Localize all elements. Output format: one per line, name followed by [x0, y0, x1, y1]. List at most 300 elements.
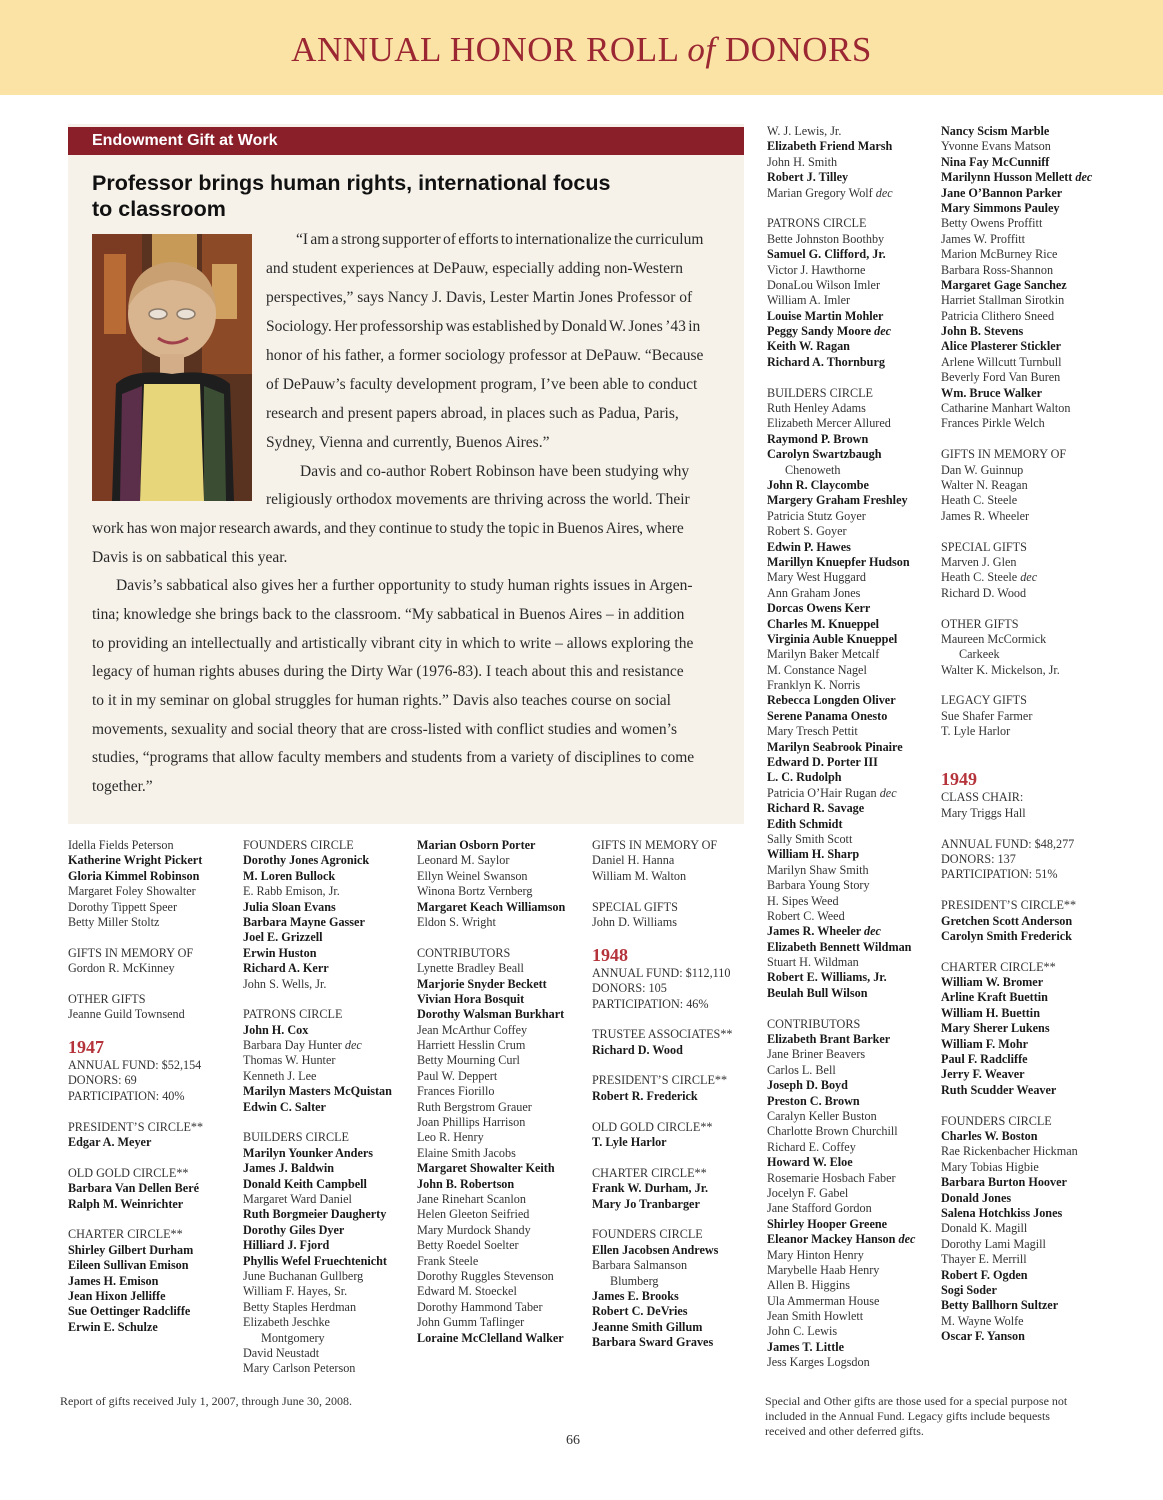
donor-name: Frances Pirkle Welch: [941, 416, 1045, 431]
donor-name: Robert R. Frederick: [592, 1088, 698, 1103]
donor-name: Richard D. Wood: [941, 585, 1027, 600]
donor-name: Gretchen Scott Anderson: [941, 913, 1073, 928]
section-heading: PATRONS CIRCLE: [767, 216, 867, 231]
list-spacer: [68, 977, 203, 992]
report-period-note: Report of gifts received July 1, 2007, through June 30, 2008.: [60, 1394, 352, 1408]
list-spacer: [417, 930, 565, 945]
donor-name: Edwin P. Hawes: [767, 539, 851, 554]
donor-name: William H. Sharp: [767, 847, 860, 862]
donor-name: Robert S. Goyer: [767, 524, 847, 539]
donor-name: Richard E. Coffey: [767, 1139, 856, 1154]
section-heading: LEGACY GIFTS: [941, 693, 1027, 708]
section-heading: PATRONS CIRCLE: [243, 1007, 343, 1022]
story-line: Sociology. Her professorship was established by Donald W. Jones ’43 in: [266, 318, 701, 335]
donor-name: William M. Walton: [592, 868, 687, 883]
page-number: 66: [566, 1433, 580, 1448]
list-spacer: [941, 740, 1092, 755]
section-heading: PARTICIPATION: 51%: [941, 867, 1058, 882]
donor-name: Mary Jo Tranbarger: [592, 1196, 700, 1211]
donor-name: James W. Proffitt: [941, 231, 1026, 246]
donor-name: Louise Martin Mohler: [767, 308, 884, 323]
donor-name: Howard W. Eloe: [767, 1155, 853, 1170]
section-heading: DONORS: 137: [941, 851, 1016, 866]
donor-name: Jane Stafford Gordon: [767, 1201, 872, 1216]
donor-name-continued: Montgomery: [261, 1330, 325, 1345]
donor-name: Lynette Bradley Beall: [417, 961, 524, 976]
donor-name: Keith W. Ragan: [767, 339, 850, 354]
donor-name: Caralyn Keller Buston: [767, 1109, 877, 1123]
list-spacer: [941, 601, 1092, 616]
donor-name: Mary Triggs Hall: [941, 805, 1026, 820]
donor-name: Oscar F. Yanson: [941, 1329, 1025, 1344]
feature-story: [68, 124, 744, 824]
section-heading: SPECIAL GIFTS: [592, 899, 678, 914]
section-heading: DONORS: 69: [68, 1073, 137, 1088]
donor-name: Patricia Stutz Goyer: [767, 508, 866, 523]
donor-name: James R. Wheeler dec: [767, 924, 881, 939]
donor-name: Charles M. Knueppel: [767, 616, 880, 631]
donor-name: Walter K. Mickelson, Jr.: [941, 662, 1060, 677]
donor-name: T. Lyle Harlor: [592, 1135, 667, 1150]
donor-name: Barbara Mayne Gasser: [243, 914, 365, 929]
list-spacer: [68, 1150, 203, 1165]
list-spacer: [941, 821, 1092, 836]
donor-name: Dorothy Lami Magill: [941, 1236, 1046, 1251]
donor-name: Eldon S. Wright: [417, 914, 496, 929]
donor-name: John H. Cox: [243, 1022, 309, 1037]
donor-name: Loraine McClelland Walker: [417, 1330, 564, 1345]
donor-name: Elizabeth Jeschke: [243, 1315, 330, 1330]
donor-name: Barbara Salmanson: [592, 1258, 688, 1273]
story-line: together.”: [92, 778, 153, 795]
donor-name: Dorothy Ruggles Stevenson: [417, 1268, 554, 1283]
donor-name: William W. Bromer: [941, 975, 1044, 990]
donor-name: Marion McBurney Rice: [941, 247, 1058, 262]
donor-name: Thayer E. Merrill: [941, 1252, 1027, 1267]
story-line: honor of his father, a former sociology professor at DePauw. “Because: [266, 347, 704, 364]
donor-column-3: [417, 838, 565, 1346]
story-line: research and present papers abroad, in places such as Padua, Paris,: [266, 405, 679, 422]
donor-name: Ellyn Weinel Swanson: [417, 868, 528, 883]
story-line: and student experiences at DePauw, especially adding non-Western: [266, 260, 683, 277]
donor-name: Barbara Ross-Shannon: [941, 262, 1054, 277]
donor-name: Maureen McCormick: [941, 631, 1047, 646]
donor-name: Beverly Ford Van Buren: [941, 370, 1061, 385]
donor-name: Charlotte Brown Churchill: [767, 1124, 898, 1139]
section-heading: ANNUAL FUND: $52,154: [68, 1058, 202, 1073]
donor-name: Robert E. Williams, Jr.: [767, 970, 887, 985]
donor-name: Sue Shafer Farmer: [941, 708, 1033, 723]
section-heading: SPECIAL GIFTS: [941, 539, 1027, 554]
list-spacer: [592, 1058, 733, 1073]
story-line: Davis and co-author Robert Robinson have been studying why: [300, 463, 690, 480]
list-spacer: [243, 1115, 392, 1130]
donor-name: Phyllis Wefel Fruechtenicht: [243, 1253, 387, 1268]
donor-name: Preston C. Brown: [767, 1093, 860, 1108]
section-heading: CHARTER CIRCLE**: [68, 1227, 183, 1242]
donor-name: Donald Keith Campbell: [243, 1176, 367, 1191]
list-spacer: [592, 1150, 733, 1165]
donor-name: Paul W. Deppert: [417, 1068, 498, 1083]
list-spacer: [592, 1012, 733, 1027]
donor-name: Barbara Young Story: [767, 878, 870, 893]
section-heading: BUILDERS CIRCLE: [243, 1130, 349, 1145]
list-spacer: [68, 930, 203, 945]
donor-name: Dorothy Walsman Burkhart: [417, 1007, 565, 1022]
donor-name: Robert C. Weed: [767, 908, 845, 923]
donor-name: M. Constance Nagel: [767, 662, 867, 677]
donor-name: Mary Murdock Shandy: [417, 1222, 531, 1237]
donor-name: Harriet Stallman Sirotkin: [941, 293, 1065, 308]
donor-name: Idella Fields Peterson: [68, 838, 174, 852]
donor-name: Marilyn Seabrook Pinaire: [767, 739, 903, 754]
donor-name: Dorcas Owens Kerr: [767, 601, 871, 616]
story-line: work has won major research awards, and they continue to study the topic in Buenos Aires, where: [92, 520, 684, 537]
donor-name: Rebecca Longden Oliver: [767, 693, 896, 708]
donor-name: Leonard M. Saylor: [417, 853, 510, 868]
section-heading: PARTICIPATION: 46%: [592, 996, 709, 1011]
story-line: religiously orthodox movements are thriving across the world. Their: [266, 491, 690, 508]
donor-name: Richard R. Savage: [767, 801, 865, 816]
donor-name: Gordon R. McKinney: [68, 961, 175, 976]
donor-name: Beulah Bull Wilson: [767, 985, 868, 1000]
list-spacer: [941, 1098, 1092, 1113]
donor-name: William A. Imler: [767, 293, 851, 308]
donor-name: Franklyn K. Norris: [767, 678, 861, 693]
story-line: to providing an intellectually and artistically vibrant city in which to write – allows exploring the: [92, 635, 694, 652]
feature-tag: Endowment Gift at Work: [68, 127, 744, 155]
list-spacer: [941, 755, 1092, 770]
donor-name: Marian Gregory Wolf dec: [767, 185, 893, 200]
feature-headline: Professor brings human rights, international focus to classroom: [92, 171, 611, 221]
donor-name: Gloria Kimmel Robinson: [68, 868, 200, 883]
donor-name: Daniel H. Hanna: [592, 853, 675, 868]
section-heading: TRUSTEE ASSOCIATES**: [592, 1027, 733, 1042]
gift-definitions-note: Special and Other gifts are those used for a special purpose not included in the Annual Fund. Legacy gifts include bequests received and other deferred gifts.: [765, 1394, 1068, 1438]
donor-name: Erwin E. Schulze: [68, 1319, 158, 1334]
donor-name-continued: Carkeek: [959, 647, 1000, 662]
donor-name: Betty Miller Stoltz: [68, 914, 160, 929]
donor-name: Eileen Sullivan Emison: [68, 1258, 189, 1273]
donor-name: DonaLou Wilson Imler: [767, 277, 881, 292]
donor-name: Yvonne Evans Matson: [941, 139, 1051, 154]
donor-name: Leo R. Henry: [417, 1130, 484, 1145]
donor-name: Barbara Day Hunter dec: [243, 1038, 362, 1053]
donor-name: Betty Ballhorn Sultzer: [941, 1298, 1059, 1313]
section-heading: PRESIDENT’S CIRCLE**: [68, 1119, 204, 1134]
donor-name: Salena Hotchkiss Jones: [941, 1205, 1063, 1220]
donor-name: Marilyn Baker Metcalf: [767, 647, 880, 662]
donor-name: Mary Hinton Henry: [767, 1247, 864, 1262]
donor-name: Jeanne Guild Townsend: [68, 1007, 185, 1022]
donor-name: James J. Baldwin: [243, 1161, 335, 1176]
donor-name: Jocelyn F. Gabel: [767, 1185, 849, 1200]
donor-name: Dorothy Giles Dyer: [243, 1222, 345, 1237]
section-heading: GIFTS IN MEMORY OF: [68, 945, 194, 960]
donor-name: Robert C. DeVries: [592, 1304, 688, 1319]
donor-name: Mary Sherer Lukens: [941, 1021, 1050, 1036]
list-spacer: [592, 930, 733, 945]
donor-name: Frances Fiorillo: [417, 1084, 495, 1099]
donor-name: James T. Little: [767, 1339, 845, 1354]
section-heading: OTHER GIFTS: [68, 991, 146, 1006]
section-heading: CHARTER CIRCLE**: [941, 959, 1056, 974]
donor-name: Jean Smith Howlett: [767, 1309, 864, 1324]
donor-name: James E. Brooks: [592, 1288, 679, 1303]
donor-name: Marillyn Knuepfer Hudson: [767, 554, 910, 569]
donor-name: John Gumm Taflinger: [417, 1315, 525, 1330]
donor-name: Ruth Henley Adams: [767, 401, 866, 416]
story-line: Davis’s sabbatical also gives her a further opportunity to study human rights issues in Argen-: [116, 577, 693, 594]
section-heading: CONTRIBUTORS: [417, 945, 511, 960]
donor-name: James H. Emison: [68, 1273, 159, 1288]
donor-name: Marilynn Husson Mellett dec: [941, 170, 1093, 185]
donor-name: John H. Smith: [767, 154, 838, 169]
donor-name: Sally Smith Scott: [767, 831, 853, 846]
donor-name: Samuel G. Clifford, Jr.: [767, 247, 886, 262]
donor-name: Robert F. Ogden: [941, 1267, 1028, 1282]
list-spacer: [243, 992, 392, 1007]
donor-name: Virginia Auble Knueppel: [767, 631, 898, 646]
list-spacer: [941, 944, 1092, 959]
donor-name: Marilyn Masters McQuistan: [243, 1084, 392, 1099]
story-line: perspectives,” says Nancy J. Davis, Lester Martin Jones Professor of: [266, 289, 693, 306]
donor-name: Raymond P. Brown: [767, 431, 869, 446]
donor-name: Kenneth J. Lee: [243, 1068, 317, 1083]
section-heading: CHARTER CIRCLE**: [592, 1165, 707, 1180]
donor-name: Shirley Hooper Greene: [767, 1216, 888, 1231]
donor-name: Serene Panama Onesto: [767, 708, 888, 723]
donor-name: Margaret Gage Sanchez: [941, 277, 1067, 292]
donor-name: William F. Hayes, Sr.: [243, 1284, 348, 1299]
donor-name: Stuart H. Wildman: [767, 955, 859, 970]
donor-name: Mary Tresch Pettit: [767, 724, 858, 739]
section-heading: PRESIDENT’S CIRCLE**: [941, 898, 1077, 913]
donor-name: Barbara Burton Hoover: [941, 1175, 1067, 1190]
donor-name: Frank Steele: [417, 1253, 479, 1268]
class-year: 1947: [68, 1037, 104, 1058]
donor-name: Elaine Smith Jacobs: [417, 1145, 516, 1160]
donor-name: Margaret Keach Williamson: [417, 899, 566, 914]
donor-name: Eleanor Mackey Hanson dec: [767, 1232, 916, 1247]
donor-name: Betty Staples Herdman: [243, 1299, 357, 1314]
donor-name: Arlene Willcutt Turnbull: [941, 354, 1062, 369]
page-title: ANNUAL HONOR ROLL of DONORS: [291, 30, 872, 69]
story-line: legacy of human rights abuses during the Dirty War (1976-83). I teach about this and resistance: [92, 663, 684, 680]
donor-name: Nancy Scism Marble: [941, 124, 1050, 138]
donor-name: Heath C. Steele: [941, 493, 1018, 508]
donor-name: Shirley Gilbert Durham: [68, 1242, 194, 1257]
donor-name: Edgar A. Meyer: [68, 1135, 152, 1150]
donor-name: Patricia Clithero Sneed: [941, 308, 1055, 323]
donor-name: Wm. Bruce Walker: [941, 385, 1042, 400]
section-heading: ANNUAL FUND: $48,277: [941, 836, 1075, 851]
list-spacer: [68, 1023, 203, 1038]
donor-name: Dorothy Hammond Taber: [417, 1299, 543, 1314]
donor-name: Elizabeth Bennett Wildman: [767, 939, 912, 954]
donor-name: Paul F. Radcliffe: [941, 1052, 1028, 1067]
donor-name: John D. Williams: [592, 914, 677, 929]
donor-name: Dorothy Jones Agronick: [243, 853, 370, 868]
donor-name: E. Rabb Emison, Jr.: [243, 884, 340, 899]
donor-name: Erwin Huston: [243, 945, 317, 960]
story-line: of DePauw’s faculty development program, I’ve been able to conduct: [266, 376, 698, 393]
donor-name: John C. Lewis: [767, 1324, 838, 1339]
donor-name: Dan W. Guinnup: [941, 462, 1024, 477]
list-spacer: [767, 201, 915, 216]
donor-column-2: [243, 838, 392, 1377]
donor-name: M. Wayne Wolfe: [941, 1313, 1024, 1328]
list-spacer: [68, 1104, 203, 1119]
donor-name: Ruth Bergstrom Grauer: [417, 1099, 532, 1114]
section-heading: GIFTS IN MEMORY OF: [941, 447, 1067, 462]
donor-name: H. Sipes Weed: [767, 893, 839, 908]
donor-name: Richard D. Wood: [592, 1042, 683, 1057]
section-heading: PRESIDENT’S CIRCLE**: [592, 1073, 728, 1088]
donor-name: Joel E. Grizzell: [243, 930, 323, 945]
donor-name: Charles W. Boston: [941, 1129, 1038, 1143]
section-heading: OLD GOLD CIRCLE**: [592, 1119, 713, 1134]
donor-name: Victor J. Hawthorne: [767, 262, 866, 277]
donor-name: John B. Robertson: [417, 1176, 515, 1191]
section-heading: ANNUAL FUND: $112,110: [592, 965, 731, 980]
donor-name: Mary Simmons Pauley: [941, 200, 1060, 215]
donor-name: Jane O’Bannon Parker: [941, 185, 1063, 200]
donor-name: Thomas W. Hunter: [243, 1053, 336, 1068]
donor-name: Patricia O’Hair Rugan dec: [767, 785, 897, 800]
donor-name: Harriett Hesslin Crum: [417, 1038, 526, 1053]
story-line: “I am a strong supporter of efforts to internationalize the curriculum: [296, 231, 704, 248]
list-spacer: [767, 370, 915, 385]
donor-column-1: [68, 838, 203, 1335]
donor-name: Margaret Ward Daniel: [243, 1191, 352, 1206]
list-spacer: [592, 1104, 733, 1119]
donor-name: Ellen Jacobsen Andrews: [592, 1242, 719, 1257]
donor-name: Mary Carlson Peterson: [243, 1361, 356, 1376]
story-line: Sydney, Vienna and currently, Buenos Aires.”: [266, 434, 550, 451]
donor-name: John R. Claycombe: [767, 477, 869, 492]
donor-name: Elizabeth Friend Marsh: [767, 139, 893, 154]
section-heading: CONTRIBUTORS: [767, 1016, 861, 1031]
donor-name: Betty Mourning Curl: [417, 1053, 520, 1068]
donor-name: Marven J. Glen: [941, 554, 1017, 569]
list-spacer: [941, 883, 1092, 898]
donor-name: Allen B. Higgins: [767, 1278, 850, 1293]
donor-name: T. Lyle Harlor: [941, 724, 1011, 739]
story-line: movements, sexuality and social theory that are cross-listed with conflict studies and women’s: [92, 721, 677, 738]
class-year: 1948: [592, 944, 628, 965]
donor-name: Marilyn Younker Anders: [243, 1145, 374, 1160]
story-line: to it in my seminar on global struggles for human rights.” Davis also teaches course on social: [92, 692, 671, 709]
donor-name: Joseph D. Boyd: [767, 1078, 848, 1093]
donor-name: Edith Schmidt: [767, 816, 843, 831]
section-heading: FOUNDERS CIRCLE: [941, 1113, 1052, 1128]
donor-name: Vivian Hora Bosquit: [417, 991, 525, 1006]
donor-name: Bette Johnston Boothby: [767, 231, 885, 246]
donor-name: Ula Ammerman House: [767, 1293, 880, 1308]
donor-name: William F. Mohr: [941, 1036, 1029, 1051]
donor-name: Jean McArthur Coffey: [417, 1022, 528, 1037]
list-spacer: [767, 1001, 915, 1016]
donor-name: Edward M. Stoeckel: [417, 1284, 517, 1299]
section-heading: DONORS: 105: [592, 981, 667, 996]
donor-name: Mary West Huggard: [767, 570, 866, 585]
section-heading: PARTICIPATION: 40%: [68, 1088, 185, 1103]
donor-name: Donald K. Magill: [941, 1221, 1028, 1236]
donor-name: Carolyn Smith Frederick: [941, 928, 1072, 943]
donor-name: Heath C. Steele dec: [941, 570, 1038, 585]
donor-name: Walter N. Reagan: [941, 477, 1028, 492]
list-spacer: [941, 678, 1092, 693]
donor-name: Richard A. Thornburg: [767, 354, 885, 369]
donor-name: Marilyn Shaw Smith: [767, 862, 869, 877]
donor-name: Donald Jones: [941, 1190, 1012, 1205]
donor-name: Julia Sloan Evans: [243, 899, 336, 914]
donor-name: Rosemarie Hosbach Faber: [767, 1170, 896, 1185]
donor-column-5: [767, 124, 915, 1371]
donor-name: Jane Rinehart Scanlon: [417, 1191, 526, 1206]
donor-name: Ann Graham Jones: [767, 585, 861, 600]
list-spacer: [68, 1212, 203, 1227]
donor-name: Edwin C. Salter: [243, 1099, 326, 1114]
donor-column-4: [592, 838, 733, 1351]
donor-name: Jerry F. Weaver: [941, 1067, 1025, 1082]
list-spacer: [941, 524, 1092, 539]
section-heading: OLD GOLD CIRCLE**: [68, 1165, 189, 1180]
donor-name: Hilliard J. Fjord: [243, 1238, 330, 1253]
donor-name: Sogi Soder: [941, 1282, 997, 1297]
donor-name: Jeanne Smith Gillum: [592, 1319, 703, 1334]
section-heading: FOUNDERS CIRCLE: [592, 1227, 703, 1242]
donor-name: Barbara Sward Graves: [592, 1335, 714, 1350]
story-line: Davis is on sabbatical this year.: [92, 549, 288, 566]
donor-name: Dorothy Tippett Speer: [68, 899, 178, 914]
donor-name: John S. Wells, Jr.: [243, 976, 327, 991]
header-banner: [0, 0, 1163, 95]
story-line: studies, “programs that allow faculty members and students from a variety of disciplines to come: [92, 749, 695, 766]
donor-name: Edward D. Porter III: [767, 755, 878, 770]
donor-name: Joan Phillips Harrison: [417, 1115, 526, 1130]
donor-name: Ruth Scudder Weaver: [941, 1082, 1057, 1097]
donor-name: Marjorie Snyder Beckett: [417, 976, 547, 991]
donor-name: Jess Karges Logsdon: [767, 1355, 870, 1370]
story-line: tina; knowledge she brings back to the classroom. “My sabbatical in Buenos Aires – in addition: [92, 606, 685, 623]
class-year: 1949: [941, 769, 977, 790]
donor-name: David Neustadt: [243, 1345, 320, 1360]
donor-name: L. C. Rudolph: [767, 770, 842, 785]
donor-name: Winona Bortz Vernberg: [417, 884, 533, 899]
donor-name: Ralph M. Weinrichter: [68, 1196, 184, 1211]
donor-name-continued: Blumberg: [610, 1273, 659, 1288]
donor-name: Peggy Sandy Moore dec: [767, 324, 892, 339]
donor-name-continued: Chenoweth: [785, 462, 841, 477]
donor-name: Frank W. Durham, Jr.: [592, 1181, 709, 1196]
donor-name: W. J. Lewis, Jr.: [767, 124, 842, 138]
section-heading: BUILDERS CIRCLE: [767, 385, 873, 400]
list-spacer: [941, 432, 1092, 447]
donor-name: Carolyn Swartzbaugh: [767, 447, 882, 462]
list-spacer: [592, 884, 733, 899]
section-heading: FOUNDERS CIRCLE: [243, 838, 354, 852]
donor-name: Jean Hixon Jelliffe: [68, 1288, 166, 1303]
donor-name: Margery Graham Freshley: [767, 493, 908, 508]
donor-name: Catharine Manhart Walton: [941, 401, 1071, 416]
donor-name: Helen Gleeton Seifried: [417, 1207, 530, 1222]
donor-name: Betty Roedel Soelter: [417, 1238, 519, 1253]
donor-name: Richard A. Kerr: [243, 961, 329, 976]
donor-name: Nina Fay McCunniff: [941, 154, 1050, 169]
list-spacer: [592, 1212, 733, 1227]
